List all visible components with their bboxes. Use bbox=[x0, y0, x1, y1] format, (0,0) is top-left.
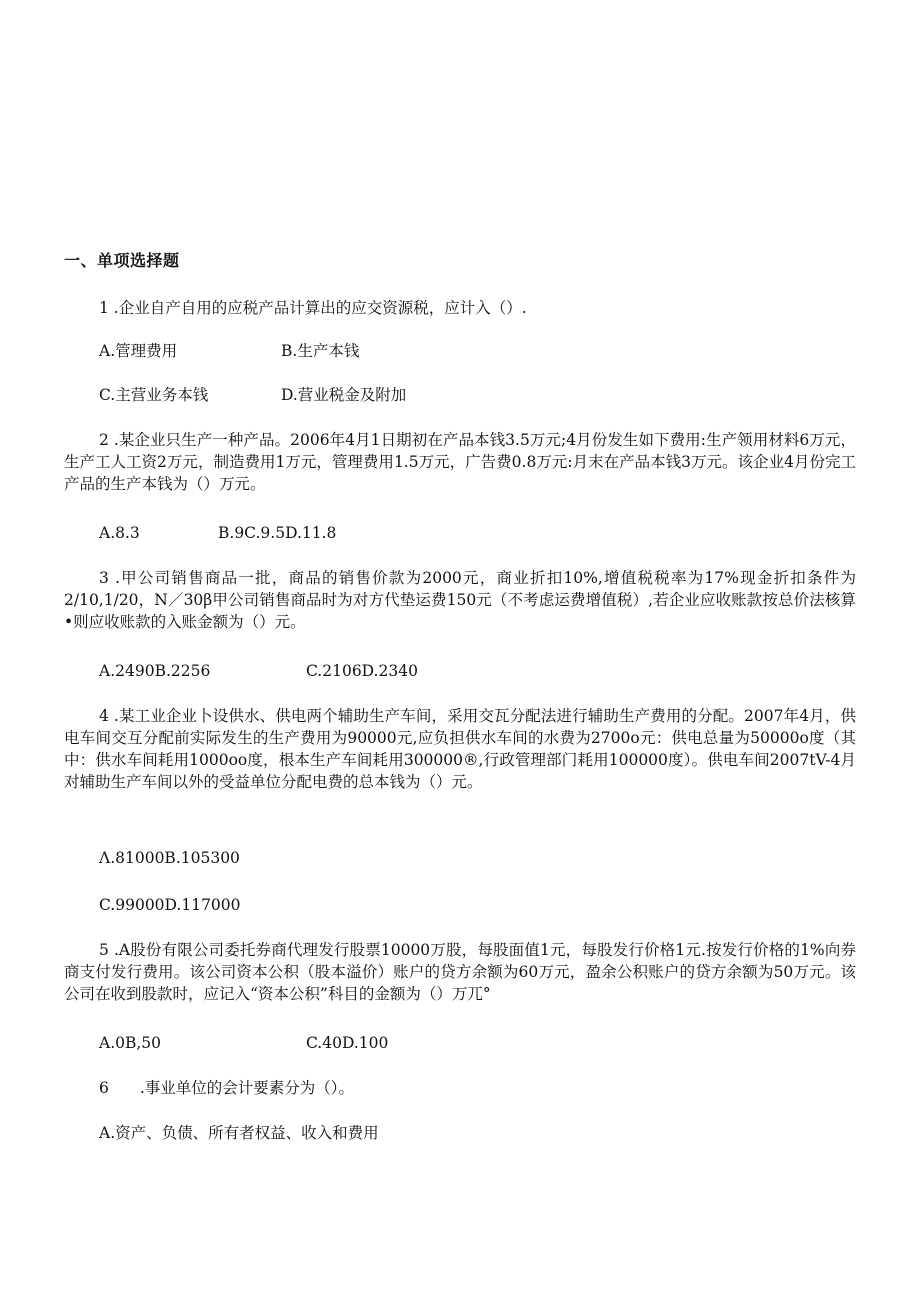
section-title: 一、单项选择题 bbox=[64, 251, 180, 270]
question-4-option-cd: C.99000D.117000 bbox=[99, 896, 241, 914]
question-5-option-cd: C.40D.100 bbox=[306, 1034, 389, 1052]
question-5-option-ab: A.0B,50 bbox=[99, 1034, 162, 1052]
question-1-option-d: D.营业税金及附加 bbox=[281, 386, 407, 404]
question-1-option-b: B.生产本钱 bbox=[281, 342, 360, 360]
question-4-stem: 4 .某工业企业卜设供水、供电两个辅助生产车间，采用交瓦分配法进行辅助生产费用的分配。2007年4月，供电车间交互分配前实际发生的生产费用为90000元,应负担供水车间的水费为2700o元：供电总量为50000o度（其中：供水车间耗用1000oo度，根本生产车间耗用300000®,行政管理部门耗用100000度）。供电车间2007tV-4月对辅助生产车间以外的受益单位分配电费的总本钱为（）元。 bbox=[64, 707, 856, 791]
question-6-stem: 6 .事业单位的会计要素分为（）。 bbox=[99, 1079, 355, 1097]
question-1-stem: 1 .企业自产自用的应税产品计算出的应交资源税，应计入（）. bbox=[99, 299, 527, 317]
question-1-option-a: A.管理费用 bbox=[99, 342, 178, 360]
question-1-option-c: C.主营业务本钱 bbox=[99, 386, 209, 404]
question-2-option-a: A.8.3 bbox=[99, 524, 140, 542]
question-3-stem: 3 .甲公司销售商品一批，商品的销售价款为2000元，商业折扣10%,增值税税率为17%现金折扣条件为2/10,1/20，N／30β甲公司销售商品时为对方代垫运费150元（不考虑运费增值税）,若企业应收账款按总价法核算•则应收账款的入账金额为（）元。 bbox=[64, 569, 856, 631]
question-4-option-ab: Λ.81000B.105300 bbox=[99, 849, 240, 867]
question-3-option-ab: A.2490B.2256 bbox=[99, 662, 211, 680]
question-2-option-bcd: B.9C.9.5D.11.8 bbox=[218, 524, 337, 542]
question-3-option-cd: C.2106D.2340 bbox=[306, 662, 418, 680]
question-6-option-a: A.资产、负债、所有者权益、收入和费用 bbox=[99, 1124, 379, 1142]
question-2-stem: 2 .某企业只生产一种产品。2006年4月1日期初在产品本钱3.5万元;4月份发生如下费用:生产领用材料6万元，生产工人工资2万元，制造费用1万元，管理费用1.5万元，广告费0.8万元:月末在产品本钱3万元。该企业4月份完工产品的生产本钱为（）万元。 bbox=[64, 431, 856, 493]
question-5-stem: 5 .A股份有限公司委托券商代理发行股票10000万股，每股面值1元，每股发行价格1元.按发行价格的1%向券商支付发行费用。该公司资本公积（股本溢价）账户的贷方余额为60万元，盈余公积账户的贷方余额为50万元。该公司在收到股款时，应记入“资本公积”科目的金额为（）万兀° bbox=[64, 941, 856, 1003]
